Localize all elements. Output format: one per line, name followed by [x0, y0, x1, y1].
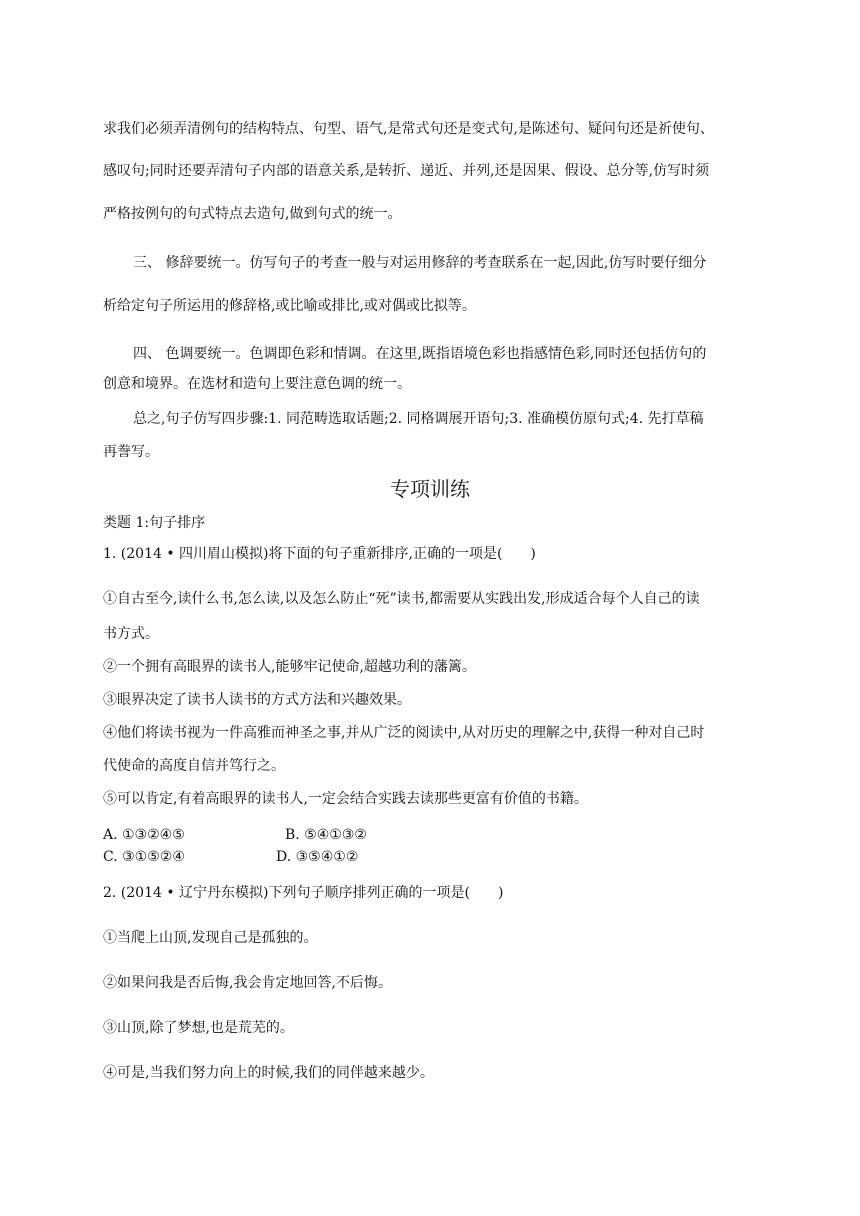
paragraph-line: 四、 色调要统一。色调即色彩和情调。在这里,既指语境色彩也指感情色彩,同时还包括仿句的	[133, 346, 707, 362]
question-stem: 1. (2014 • 四川眉山模拟)将下面的句子重新排序,正确的一项是( )	[103, 546, 536, 562]
paragraph-line: 析给定句子所运用的修辞格,或比喻或排比,或对偶或比拟等。	[103, 298, 476, 314]
sentence-item: ②如果问我是否后悔,我会肯定地回答,不后悔。	[103, 975, 392, 991]
sentence-item: ①当爬上山顶,发现自己是孤独的。	[103, 930, 318, 946]
option-c: C. ③①⑤②④	[103, 849, 185, 865]
option-d: D. ③⑤④①②	[276, 849, 359, 865]
section-title: 专项训练	[390, 477, 470, 501]
sentence-item: ④可是,当我们努力向上的时候,我们的同伴越来越少。	[103, 1065, 434, 1081]
paragraph-line: 感叹句;同时还要弄清句子内部的语意关系,是转折、递近、并列,还是因果、假设、总分等,仿写时须	[103, 163, 710, 179]
option-b: B. ⑤④①③②	[285, 827, 367, 843]
sentence-item: ③眼界决定了读书人读书的方式方法和兴趣效果。	[103, 692, 411, 708]
question-stem: 2. (2014 • 辽宁丹东模拟)下列句子顺序排列正确的一项是( )	[103, 885, 504, 901]
sentence-item: ④他们将读书视为一件高雅而神圣之事,并从广泛的阅读中,从对历史的理解之中,获得一种对自己时	[103, 725, 705, 741]
paragraph-line: 三、 修辞要统一。仿写句子的考查一般与对运用修辞的考查联系在一起,因此,仿写时要仔细分	[133, 255, 707, 271]
paragraph-line: 再誊写。	[103, 444, 159, 460]
sentence-item: ③山顶,除了梦想,也是荒芜的。	[103, 1020, 294, 1036]
category-heading: 类题 1:句子排序	[103, 515, 206, 531]
sentence-item: 书方式。	[103, 626, 159, 642]
paragraph-line: 总之,句子仿写四步骤:1. 同范畴选取话题;2. 同格调展开语句;3. 准确模仿原句式;4. 先打草稿	[133, 411, 704, 427]
sentence-item: ①自古至今,读什么书,怎么读,以及怎么防止“死”读书,都需要从实践出发,形成适合每个人自己的读	[103, 591, 700, 607]
sentence-item: ⑤可以肯定,有着高眼界的读书人,一定会结合实践去读那些更富有价值的书籍。	[103, 791, 588, 807]
paragraph-line: 严格按例句的句式特点去造句,做到句式的统一。	[103, 206, 402, 222]
sentence-item: 代使命的高度自信并笃行之。	[103, 758, 285, 774]
paragraph-line: 创意和境界。在选材和造句上要注意色调的统一。	[103, 376, 411, 392]
sentence-item: ②一个拥有高眼界的读书人,能够牢记使命,超越功利的藩篱。	[103, 659, 476, 675]
paragraph-line: 求我们必须弄清例句的结构特点、句型、语气,是常式句还是变式句,是陈述句、疑问句还是祈使句、	[103, 121, 714, 137]
option-a: A. ①③②④⑤	[103, 827, 185, 843]
